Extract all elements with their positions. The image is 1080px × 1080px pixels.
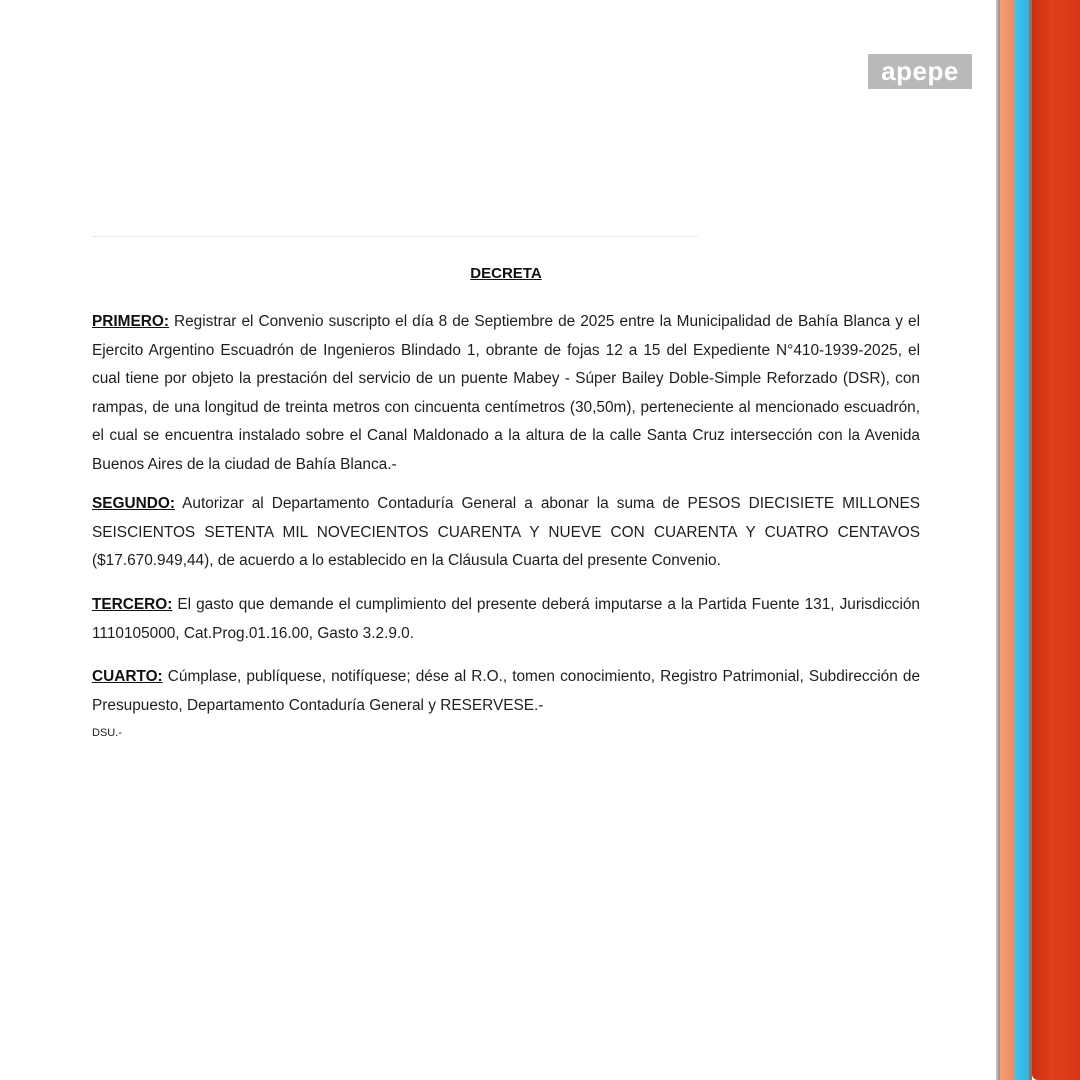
article-label: PRIMERO: xyxy=(92,313,169,330)
article-text: El gasto que demande el cumplimiento del presente deberá imputarse a la Partida Fuente 131, Jurisdicción 1110105000, Cat.Prog.01.16.00, Gasto 3.2.9.0. xyxy=(92,596,920,642)
article-tercero xyxy=(92,591,920,648)
article-label: TERCERO: xyxy=(92,596,173,613)
decorative-side-stripes xyxy=(996,0,1080,1080)
apepe-logo: apepe xyxy=(868,54,972,89)
article-text: Cúmplase, publíquese, notifíquese; dése al R.O., tomen conocimiento, Registro Patrimonial, Subdirección de Presupuesto, Departamento Contaduría General y RESERVESE.- xyxy=(92,668,920,714)
decree-heading: DECRETA xyxy=(470,265,542,282)
article-segundo xyxy=(92,490,920,576)
article-cuarto xyxy=(92,663,920,720)
article-primero xyxy=(92,308,920,479)
stripe-cyan xyxy=(1015,0,1029,1080)
article-text: Autorizar al Departamento Contaduría General a abonar la suma de PESOS DIECISIETE MILLONES SEISCIENTOS SETENTA MIL NOVECIENTOS CUARENTA Y NUEVE CON CUARENTA Y CUATRO CENTAVOS ($17.670.949,44), de acuerdo a lo establecido en la Cláusula Cuarta del presente Convenio. xyxy=(92,495,920,569)
stripe-red xyxy=(1032,0,1080,1080)
article-label: CUARTO: xyxy=(92,668,163,685)
stripe-salmon xyxy=(1000,0,1015,1080)
scan-artifact-line xyxy=(92,236,698,239)
article-text: Registrar el Convenio suscripto el día 8 de Septiembre de 2025 entre la Municipalidad de Bahía Blanca y el Ejercito Argentino Escuadrón de Ingenieros Blindado 1, obrante de fojas 12 a 15 del Expediente N°410-1939-2025, el cual tiene por objeto la prestación del servicio de un puente Mabey - Súper Bailey Doble-Simple Reforzado (DSR), con rampas, de una longitud de treinta metros con cincuenta centímetros (30,50m), perteneciente al mencionado escuadrón, el cual se encuentra instalado sobre el Canal Maldonado a la altura de la calle Santa Cruz intersección con la Avenida Buenos Aires de la ciudad de Bahía Blanca.- xyxy=(92,313,920,473)
article-label: SEGUNDO: xyxy=(92,495,175,512)
author-initials: DSU.- xyxy=(92,727,122,739)
